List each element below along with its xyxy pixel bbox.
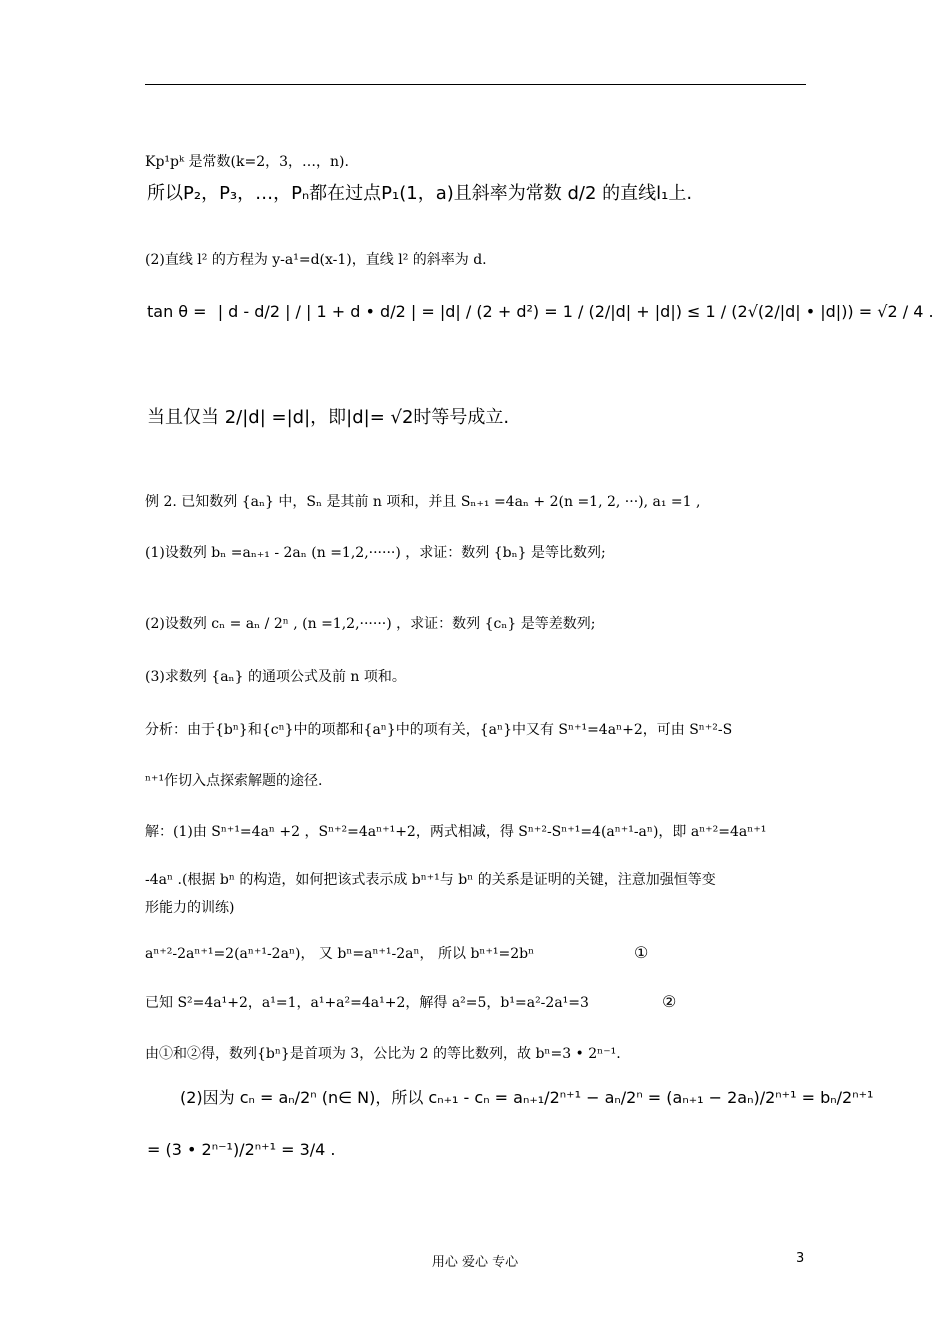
line-10-text: 分析：由于{bⁿ}和{cⁿ}中的项都和{aⁿ}中的项有关，{aⁿ}中又有 Sⁿ⁺¹=4aⁿ+2，可由 Sⁿ⁺²-S (145, 722, 733, 738)
solution-part-2-result (147, 1140, 335, 1160)
solution-line-1 (145, 822, 766, 842)
line-18-text: (2)因为 cₙ = aₙ/2ⁿ (n∈ N)，所以 cₙ₊₁ - cₙ = aₙ₊₁/2ⁿ⁺¹ − aₙ/2ⁿ = (aₙ₊₁ − 2aₙ)/2ⁿ⁺¹ = bₙ/2ⁿ⁺¹ (180, 1088, 874, 1107)
text-line-1 (145, 152, 349, 172)
solution-line-5 (145, 993, 589, 1013)
solution-line-4 (145, 944, 534, 964)
line-11-text: ⁿ⁺¹作切入点探索解题的途径. (145, 773, 323, 789)
line-6-text: 例 2. 已知数列 {aₙ} 中，Sₙ 是其前 n 项和，并且 Sₙ₊₁ =4aₙ + 2(n =1, 2, ···), a₁ =1 , (145, 494, 701, 510)
analysis-line-1 (145, 720, 732, 740)
line-16-text: 已知 S²=4a¹+2，a¹=1，a¹+a²=4a¹+2，解得 a²=5，b¹=a²-2a¹=3 (145, 995, 589, 1011)
line-5-text: 当且仅当 2/|d| =|d|，即|d|= √2时等号成立. (147, 407, 510, 428)
line-19-text: = (3 • 2ⁿ⁻¹)/2ⁿ⁺¹ = 3/4 . (147, 1140, 336, 1159)
line-3-text: (2)直线 l² 的方程为 y-a¹=d(x-1)，直线 l² 的斜率为 d. (145, 252, 487, 268)
text-line-3 (145, 250, 487, 270)
solution-line-6 (145, 1044, 621, 1064)
text-line-2 (147, 184, 692, 204)
circled-mark-2: ② (662, 992, 677, 1011)
solution-part-2-formula (180, 1088, 873, 1108)
tan-expression: | d - d/2 | / | 1 + d • d/2 | = |d| / (2 + d²) = 1 / (2/|d| + |d|) ≤ 1 / (2√(2/|d| • |d|)) = √2 / 4 . (217, 302, 934, 321)
page-number: 3 (796, 1251, 805, 1266)
line-7-text: (1)设数列 bₙ =aₙ₊₁ - 2aₙ (n =1,2,······) ，求证：数列 {bₙ} 是等比数列; (145, 545, 606, 561)
tan-formula (147, 302, 934, 362)
example-2-statement (145, 492, 700, 512)
page-footer (0, 1251, 950, 1270)
text-line-5 (147, 408, 509, 428)
part-1-question (145, 543, 606, 563)
part-3-question (145, 667, 406, 687)
circled-mark-1: ① (634, 943, 649, 962)
line-14-text: 形能力的训练) (145, 900, 235, 916)
line-9-text: (3)求数列 {aₙ} 的通项公式及前 n 项和。 (145, 669, 406, 685)
line-2-text: 所以P₂，P₃，…，Pₙ都在过点P₁(1，a)且斜率为常数 d/2 的直线l₁上. (147, 183, 693, 204)
line-8-text: (2)设数列 cₙ = aₙ / 2ⁿ , (n =1,2,······) ，求证：数列 {cₙ} 是等差数列; (145, 616, 596, 632)
line-12-text: 解：(1)由 Sⁿ⁺¹=4aⁿ +2 ，Sⁿ⁺²=4aⁿ⁺¹+2，两式相减，得 Sⁿ⁺²-Sⁿ⁺¹=4(aⁿ⁺¹-aⁿ)，即 aⁿ⁺²=4aⁿ⁺¹ (145, 824, 767, 840)
tan-label: tan θ = (147, 302, 207, 321)
part-2-question (145, 614, 595, 634)
line-15-text: aⁿ⁺²-2aⁿ⁺¹=2(aⁿ⁺¹-2aⁿ)， 又 bⁿ=aⁿ⁺¹-2aⁿ， 所以 bⁿ⁺¹=2bⁿ (145, 946, 535, 962)
analysis-line-2 (145, 771, 323, 791)
footer-text: 用心 爱心 专心 (431, 1255, 519, 1270)
line-1-text: Kp¹pᵏ 是常数(k=2，3，…，n). (145, 154, 349, 170)
line-13-text: -4aⁿ .(根据 bⁿ 的构造，如何把该式表示成 bⁿ⁺¹与 bⁿ 的关系是证明的关键，注意加强恒等变 (145, 872, 716, 888)
solution-line-3 (145, 898, 234, 918)
header-rule (145, 84, 806, 85)
line-17-text: 由①和②得，数列{bⁿ}是首项为 3，公比为 2 的等比数列，故 bⁿ=3 • 2ⁿ⁻¹. (145, 1046, 621, 1062)
solution-line-2 (145, 870, 716, 890)
